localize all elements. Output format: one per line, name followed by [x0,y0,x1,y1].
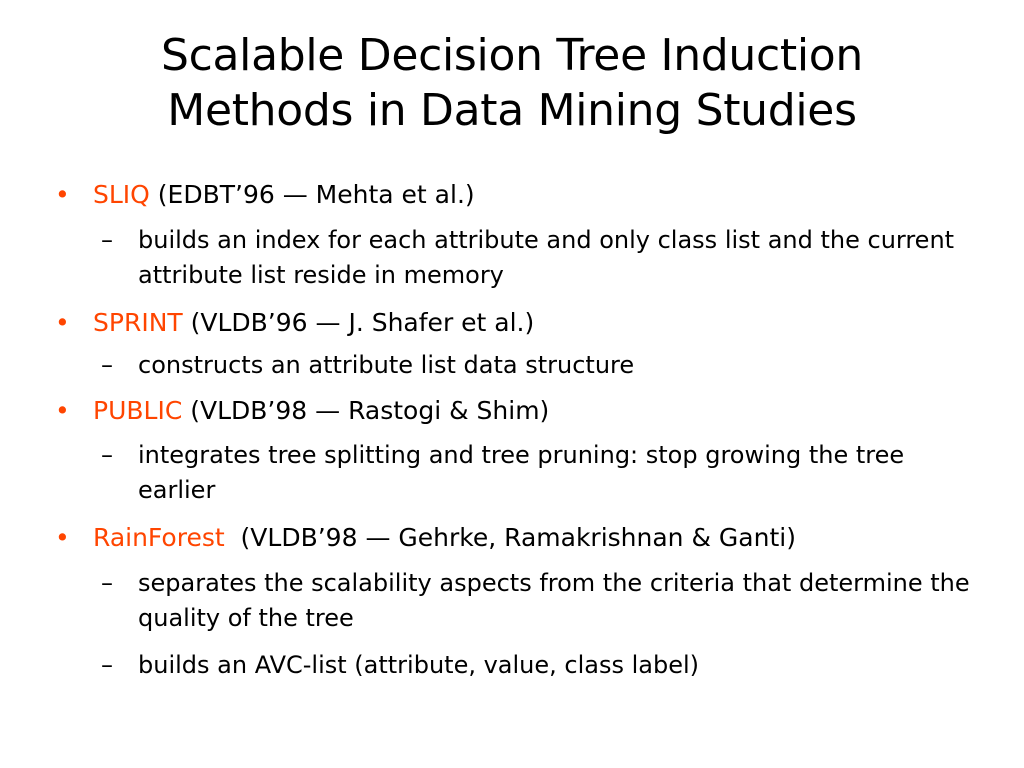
bullet-icon: • [55,180,70,209]
method-detail: (VLDB’96 — J. Shafer et al.) [182,308,535,337]
title-line-2: Methods in Data Mining Studies [167,85,857,136]
method-detail: (VLDB’98 — Rastogi & Shim) [182,396,550,425]
title-line-1: Scalable Decision Tree Induction [160,30,863,81]
bullet-text [93,394,549,428]
method-name: SLIQ [93,180,150,209]
sub-item-text: builds an AVC-list (attribute, value, class label) [138,651,700,679]
dash-icon: – [101,351,113,379]
bullet-text [93,178,475,212]
sub-item-text: separates the scalability aspects from the criteria that determine the quality of the tree [138,569,970,632]
method-detail: (VLDB’98 — Gehrke, Ramakrishnan & Ganti) [224,523,796,552]
dash-icon: – [101,226,113,254]
bullet-text [93,521,796,555]
method-name: PUBLIC [93,396,183,425]
bullet-icon: • [55,523,70,552]
dash-icon: – [101,569,113,597]
method-name: RainForest [93,523,225,552]
sub-item-text: builds an index for each attribute and only class list and the current attribute list reside in memory [138,226,955,289]
bullet-icon: • [55,396,70,425]
sub-item-text: constructs an attribute list data structure [138,351,635,379]
dash-icon: – [101,651,113,679]
dash-icon: – [101,441,113,469]
bullet-text [93,306,534,340]
sub-item-text: integrates tree splitting and tree pruning: stop growing the tree earlier [138,441,905,504]
method-name: SPRINT [93,308,183,337]
method-detail: (EDBT’96 — Mehta et al.) [149,180,475,209]
bullet-icon: • [55,308,70,337]
